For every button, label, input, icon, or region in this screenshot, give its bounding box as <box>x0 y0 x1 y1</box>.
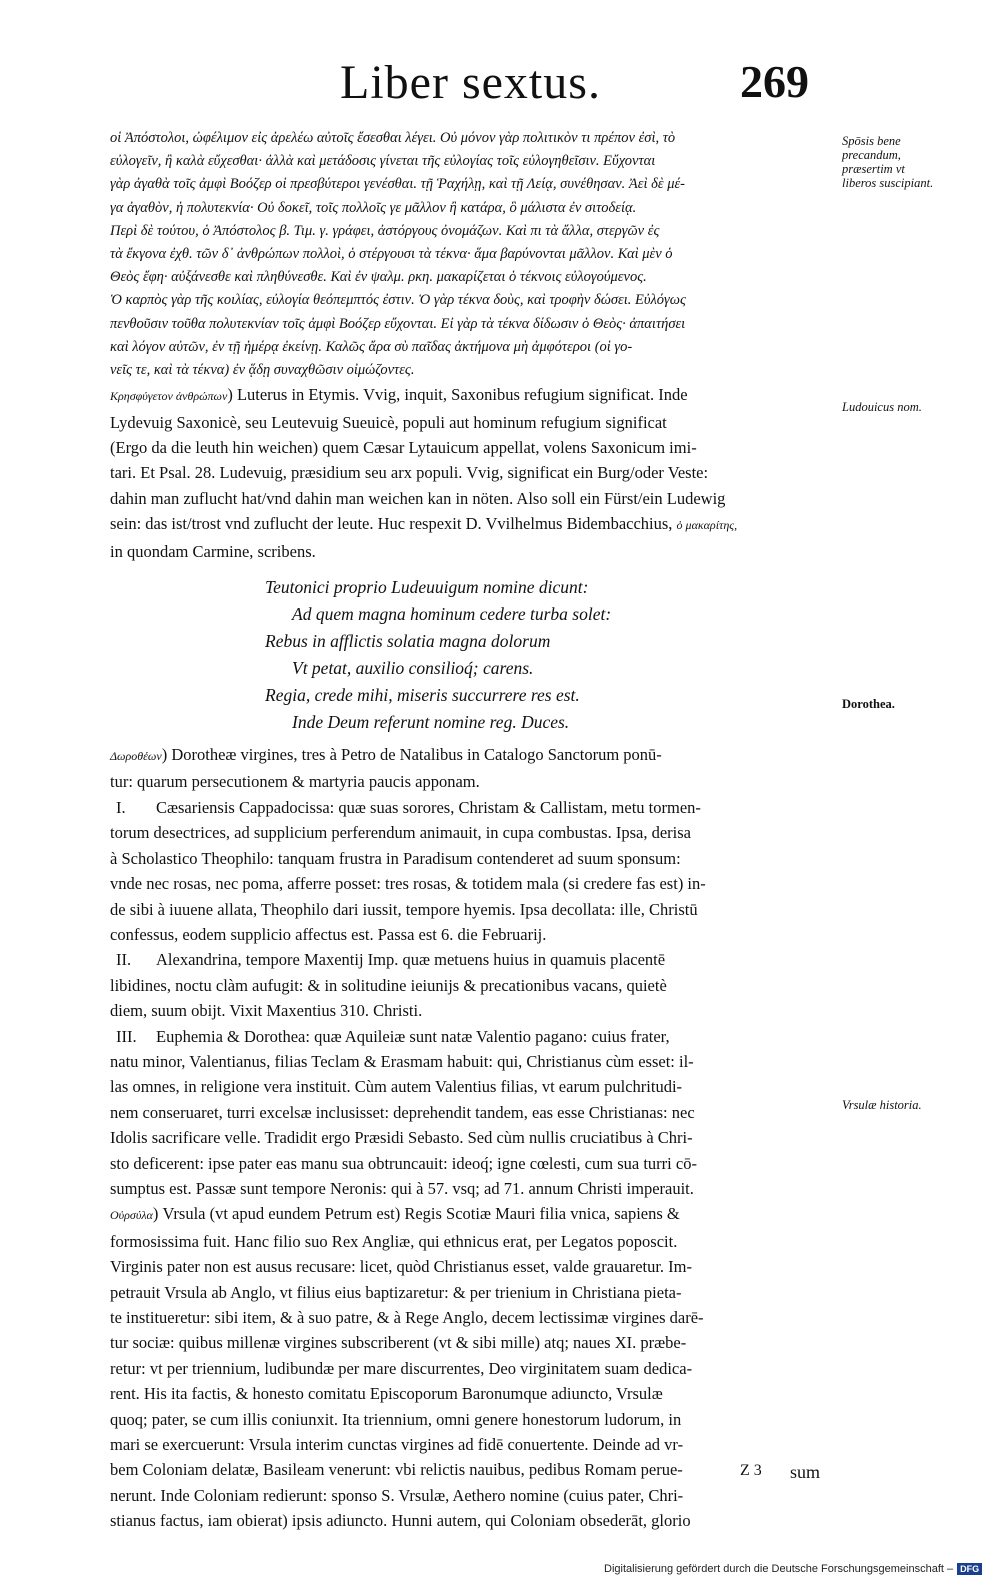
greek-line: πενθοῦσιν τοῦθα πολυτεκνίαν τοῖς ἀμφὶ Βοόζερ εὔχονται. Εἰ γὰρ τὰ τέκνα δίδωσιν ὁ Θεὸς· ἀπαιτήσει <box>110 315 686 332</box>
greek-lemma: Οὐρσύλα <box>110 1208 153 1223</box>
text-line: formosissima fuit. Hanc filio suo Rex Angliæ, qui ethnicus erat, per Legatos poposcit. <box>110 1231 678 1251</box>
text-line: sein: das ist/trost vnd zuflucht der leute. Huc respexit D. Vvilhelmus Bidembacchius, <box>110 514 673 534</box>
marginal-note-spousis: Spōsis bene precandum, præsertim vt liberos suscipiant. <box>842 134 934 190</box>
text-line: nem conseruaret, turri excelsæ inclusisset: deprehendit tandem, eas esse Christianas: nec <box>110 1102 695 1122</box>
verse-line: Vt petat, auxilio consilioq́; carens. <box>292 658 534 679</box>
lutherus-paragraph <box>110 382 836 564</box>
verse-line: Inde Deum referunt nomine reg. Duces. <box>292 712 570 733</box>
text-line: Euphemia & Dorothea: quæ Aquileiæ sunt natæ Valentio pagano: cuius frater, <box>156 1026 670 1046</box>
credit-text: Digitalisierung gefördert durch die Deutsche Forschungsgemeinschaft – <box>604 1563 954 1575</box>
text-line: sto deficerent: ipse pater eas manu sua obtruncauit: ideoq́; igne cœlesti, cum sua turri cō- <box>110 1153 697 1173</box>
text-line: rent. His ita factis, & honesto comitatu Episcoporum Baronumque adiuncto, Vrsulæ <box>110 1384 663 1404</box>
text-line: dahin man zuflucht hat/vnd dahin man weichen kan in nöten. Also soll ein Fürst/ein Ludewig <box>110 488 726 508</box>
greek-line: οἱ Ἀπόστολοι, ὠφέλιμον εἰς ἀρελέω αὐτοῖς ἔσεσθαι λέγει. Οὐ μόνον γὰρ πολιτικὸν τι πρέπον ἐσὶ, τὸ <box>110 130 676 146</box>
text-line: las omnes, in religione vera instituit. Cùm autem Valentius filias, vt earum pulchritudi- <box>110 1077 683 1097</box>
page-number: 269 <box>740 56 809 107</box>
text-line: tur: quarum persecutionem & martyria paucis apponam. <box>110 772 480 792</box>
text-line: tari. Et Psal. 28. Ludevuig, præsidium seu arx populi. Vvig, significat ein Burg/oder Veste: <box>110 463 709 483</box>
text-line: Lydevuig Saxonicè, seu Leutevuig Sueuicè, populi aut hominum refugium significat <box>110 412 667 432</box>
section-number: I. <box>116 797 126 817</box>
text-line: mari se exercuerunt: Vrsula interim cunctas virgines ad fidē conuertente. Deinde ad vr- <box>110 1435 684 1455</box>
greek-passage <box>110 127 836 382</box>
signature-mark: Z 3 <box>740 1462 762 1479</box>
greek-line: Ὁ καρπὸς γὰρ τῆς κοιλίας, εὐλογία θεόπεμπτός ἐστιν. Ὁ γὰρ τέκνα δοὺς, καὶ τροφὴν δώσει. Εὐλόγως <box>110 292 686 309</box>
text-line: sumptus est. Passæ sunt tempore Neronis: qui à 57. vsq; ad 71. annum Christi imperauit. <box>110 1178 694 1198</box>
text-line: petrauit Vrsula ab Anglo, vt filius eius baptizaretur: & per trienium in Christiana pieta- <box>110 1282 682 1302</box>
section-two <box>110 947 836 1023</box>
text-line: bem Coloniam delatæ, Basileam venerunt: vbi relictis nauibus, pedibus Romam perue- <box>110 1460 683 1480</box>
text-line: torum desectrices, ad supplicium perferendum animauit, in cupa combustas. Ipsa, derisa <box>110 823 691 843</box>
greek-lemma: Κρησφύγετον ἀνθρώπων <box>110 389 228 404</box>
main-text <box>110 127 836 1534</box>
section-number: III. <box>116 1026 137 1046</box>
text-line: in quondam Carmine, scribens. <box>110 541 316 561</box>
greek-line: εὐλογεῖν, ἢ καλὰ εὔχεσθαι· ἀλλὰ καὶ μετάδοσις γίνεται τῆς εὐλογίας τοῖς εὐλογηθεῖσιν. Εὔχονται <box>110 153 656 170</box>
running-title: Liber sextus. <box>340 56 601 109</box>
greek-lemma: Δωροθέων <box>110 749 162 764</box>
ursula-paragraph <box>110 1201 836 1533</box>
running-header <box>0 55 1000 115</box>
section-three <box>110 1024 836 1202</box>
verse-line: Regia, crede mihi, miseris succurrere res est. <box>265 685 580 706</box>
text-line: libidines, noctu clàm aufugit: & in solitudine ieiunijs & precationibus vacans, quietè <box>110 975 667 995</box>
text-line: ) Luterus in Etymis. Vvig, inquit, Saxonibus refugium significat. Inde <box>227 385 688 405</box>
text-line: te institueretur: sibi item, & à suo patre, & à Rege Anglo, decem lectissimæ virgines darē- <box>110 1308 704 1328</box>
dorothea-intro <box>110 742 836 795</box>
text-line: Cæsariensis Cappadocissa: quæ suas sorores, Christam & Callistam, metu tormen- <box>156 797 701 817</box>
text-line: nerunt. Inde Coloniam redierunt: sponso S. Vrsulæ, Aethero nomine (cuius pater, Chri- <box>110 1485 684 1505</box>
text-line: natu minor, Valentianus, filias Teclam & Erasmam habuit: qui, Christianus cùm esset: il- <box>110 1051 694 1071</box>
greek-line: τὰ ἔκγονα ἐχθ. τῶν δ᾽ ἀνθρώπων πολλοὶ, ὁ στέργουσι τὰ τέκνα· ἅμα βαρύνονται μᾶλλον. Καὶ μὲν ὁ <box>110 246 673 263</box>
text-line: vnde nec rosas, nec poma, afferre posset: tres rosas, & totidem mala (si credere fas est) in- <box>110 874 706 894</box>
text-line: (Ergo da die leuth hin weichen) quem Cæsar Lytauicum appellat, volens Saxonicum imi- <box>110 438 697 458</box>
verse-line: Ad quem magna hominum cedere turba solet: <box>292 604 612 625</box>
text-line: tur sociæ: quibus millenæ virgines subscriberent (vt & sibi mille) atq; naues XI. præbe- <box>110 1333 687 1353</box>
text-line: stianus factus, iam obierat) ipsis adiuncto. Hunni autem, qui Coloniam obsederāt, glorio <box>110 1511 691 1531</box>
section-one <box>110 795 836 947</box>
text-line: à Scholastico Theophilo: tanquam frustra in Paradisum contenderet ad suum sponsum: <box>110 848 681 868</box>
marginal-note-ursula: Vrsulæ historia. <box>842 1098 922 1112</box>
greek-inline: ὁ μακαρίτης, <box>676 518 738 533</box>
text-line: diem, suum obijt. Vixit Maxentius 310. Christi. <box>110 1001 423 1021</box>
greek-line: γὰρ ἀγαθὰ τοῖς ἀμφὶ Βοόζερ οἱ πρεσβύτεροι γενέσθαι. τῇ Ῥαχήλῃ, καὶ τῇ Λείᾳ, συνέθησαν. Ἀεὶ δὲ μέ- <box>110 176 686 193</box>
greek-line: καὶ λόγον αὐτῶν, ἐν τῇ ἡμέρᾳ ἐκείνῃ. Καλῶς ἄρα σὺ παῖδας ἀκτήμονα μὴ ἀμφότεροι (οἱ γο- <box>110 338 633 355</box>
text-line: Virginis pater non est ausus recusare: licet, quòd Christianus esset, valde grauaretur. Im- <box>110 1257 693 1277</box>
greek-line: γα ἀγαθὸν, ἡ πολυτεκνία· Οὐ δοκεῖ, τοῖς πολλοῖς γε μᾶλλον ἢ κατάρα, ὃ μάλιστα ἐν σιτοδείᾳ. <box>110 199 637 216</box>
text-line: Alexandrina, tempore Maxentij Imp. quæ metuens huius in quamuis placentē <box>156 950 666 970</box>
verse-line: Rebus in afflictis solatia magna dolorum <box>265 631 551 652</box>
text-line: confessus, eodem supplicio affectus est. Passa est 6. die Februarij. <box>110 924 547 944</box>
section-number: II. <box>116 950 132 970</box>
catchword: sum <box>790 1462 821 1482</box>
marginal-note-dorothea: Dorothea. <box>842 697 895 711</box>
dfg-logo-icon: DFG <box>957 1563 982 1575</box>
text-line: de sibi à iuuene allata, Theophilo dari iussit, tempore hyemis. Ipsa decollata: ille, Christū <box>110 899 698 919</box>
text-line: ) Vrsula (vt apud eundem Petrum est) Regis Scotiæ Mauri filia vnica, sapiens & <box>152 1204 680 1224</box>
digitization-credit <box>604 1560 1000 1578</box>
verse-line: Teutonici proprio Ludeuuigum nomine dicunt: <box>265 577 589 598</box>
marginal-note-ludouicus: Ludouicus nom. <box>842 400 922 414</box>
text-line: Idolis sacrificare velle. Tradidit ergo Præsidi Sebasto. Sed cùm nullis cruciatibus à Chri- <box>110 1128 693 1148</box>
text-line: retur: vt per triennium, ludibundæ per mare discurrentes, Deo virginitatem suam dedica- <box>110 1358 693 1378</box>
text-line: quoq; pater, se cum illis coniunxit. Ita triennium, omni genere honestorum ludorum, in <box>110 1409 682 1429</box>
greek-line: Περὶ δὲ τούτου, ὁ Ἀπόστολος β. Τιμ. γ. γράφει, ἀστόργους ὀνομάζων. Καὶ πι τὰ ἄλλα, στεργῶν ἐς <box>110 222 660 239</box>
text-line: ) Dorotheæ virgines, tres à Petro de Natalibus in Catalogo Sanctorum ponū- <box>161 745 662 765</box>
greek-line: νεῖς τε, καὶ τὰ τέκνα) ἐν ᾅδῃ συναχθῶσιν οἰμώζοντες. <box>110 362 415 379</box>
verse-block <box>110 574 836 736</box>
greek-line: Θεὸς ἔφη· αὐξάνεσθε καὶ πληθύνεσθε. Καὶ ἐν ψαλμ. ρκη. μακαρίζεται ὁ τέκνοις εὐλογούμενος. <box>110 269 647 286</box>
